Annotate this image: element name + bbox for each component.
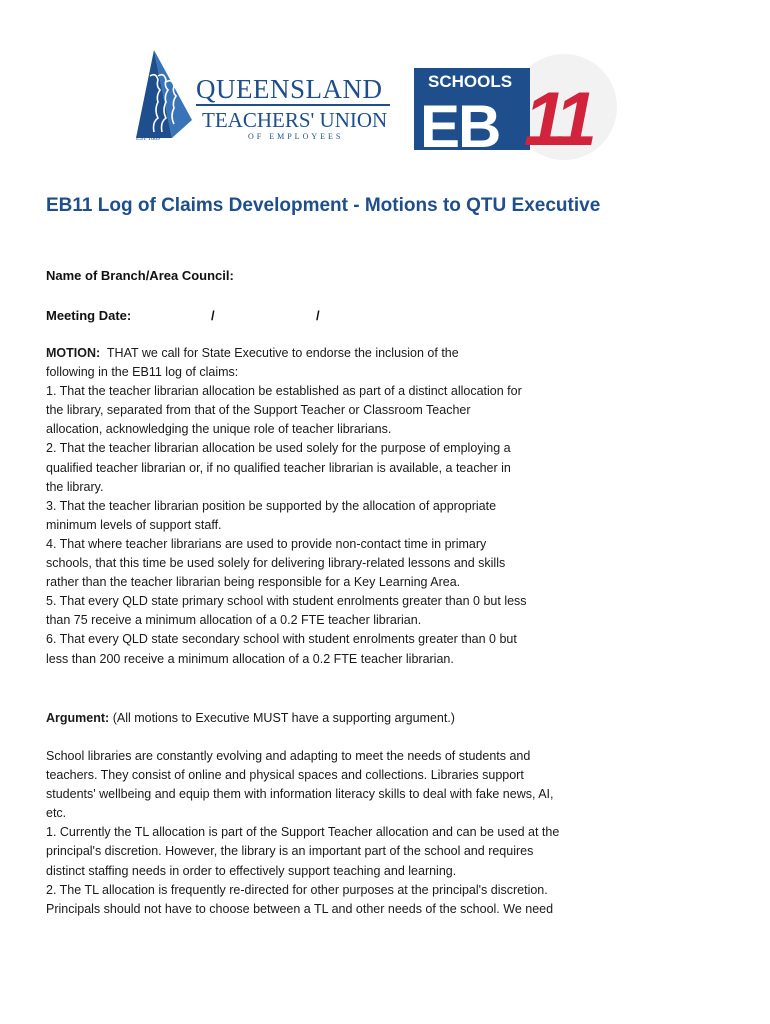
date-separator-2: / — [316, 308, 320, 323]
motion-line: less than 200 receive a minimum allocation of a 0.2 FTE teacher librarian. — [46, 651, 454, 666]
argument-line: etc. — [46, 806, 67, 821]
qtu-logo-est: EST 1889 — [136, 136, 161, 142]
motion-section — [46, 344, 646, 669]
motion-line — [46, 344, 646, 363]
qtu-logo-line1: QUEENSLAND — [196, 74, 383, 104]
motion-line: the library. — [46, 479, 104, 494]
argument-line: principal's discretion. However, the library is an important part of the school and requires — [46, 844, 534, 859]
eb11-logo-number: 11 — [524, 77, 591, 162]
motion-line: the library, separated from that of the Support Teacher or Classroom Teacher — [46, 403, 471, 418]
argument-line: distinct staffing needs in order to effectively support teaching and learning. — [46, 863, 457, 878]
argument-line: 2. The TL allocation is frequently re-directed for other purposes at the principal's discretion. — [46, 882, 548, 897]
argument-line — [46, 709, 646, 728]
eb11-logo-schools: SCHOOLS — [428, 72, 513, 91]
eb11-logo — [412, 52, 630, 162]
motion-line: 6. That every QLD state secondary school with student enrolments greater than 0 but — [46, 632, 517, 647]
argument-section — [46, 747, 646, 919]
motion-line: allocation, acknowledging the unique role of teacher librarians. — [46, 422, 392, 437]
argument-note: (All motions to Executive MUST have a supporting argument.) — [112, 711, 455, 725]
motion-line: minimum levels of support staff. — [46, 517, 222, 532]
argument-line: students' wellbeing and equip them with information literacy skills to deal with fake news, AI, — [46, 787, 554, 802]
motion-line: 4. That where teacher librarians are used to provide non-contact time in primary — [46, 536, 487, 551]
eb11-logo-eb: EB — [420, 93, 500, 160]
argument-line: teachers. They consist of online and physical spaces and collections. Libraries support — [46, 768, 524, 783]
branch-label: Name of Branch/Area Council: — [46, 268, 234, 283]
motion-line: qualified teacher librarian or, if no qualified teacher librarian is available, a teacher in — [46, 460, 511, 475]
document-title: EB11 Log of Claims Development - Motions to QTU Executive — [46, 195, 601, 216]
date-separator-1: / — [211, 308, 215, 323]
motion-line: following in the EB11 log of claims: — [46, 365, 239, 380]
argument-label: Argument: — [46, 711, 110, 725]
qtu-logo-rule — [196, 104, 390, 106]
qtu-emblem-icon — [132, 46, 196, 150]
argument-line: Principals should not have to choose between a TL and other needs of the school. We need — [46, 901, 554, 916]
motion-line: 1. That the teacher librarian allocation be established as part of a distinct allocation for — [46, 384, 522, 399]
motion-line: rather than the teacher librarian being responsible for a Key Learning Area. — [46, 575, 461, 590]
motion-line: schools, that this time be used solely for delivering library-related lessons and skills — [46, 556, 506, 571]
motion-line: than 75 receive a minimum allocation of a 0.2 FTE teacher librarian. — [46, 613, 422, 628]
motion-line: 2. That the teacher librarian allocation be used solely for the purpose of employing a — [46, 441, 511, 456]
qtu-logo-line2: TEACHERS' UNION — [202, 108, 388, 132]
motion-label: MOTION: — [46, 346, 101, 360]
qtu-logo-line3: OF EMPLOYEES — [248, 132, 344, 141]
motion-line: 5. That every QLD state primary school with student enrolments greater than 0 but less — [46, 594, 527, 609]
motion-line-text: THAT we call for State Executive to endorse the inclusion of the — [106, 346, 459, 360]
argument-line: 1. Currently the TL allocation is part of the Support Teacher allocation and can be used at the — [46, 825, 560, 840]
qtu-logo — [132, 46, 394, 150]
argument-line: School libraries are constantly evolving and adapting to meet the needs of students and — [46, 749, 531, 763]
argument-heading — [46, 709, 646, 728]
motion-line: 3. That the teacher librarian position be supported by the allocation of appropriate — [46, 498, 497, 513]
meeting-date-label: Meeting Date: — [46, 308, 132, 323]
